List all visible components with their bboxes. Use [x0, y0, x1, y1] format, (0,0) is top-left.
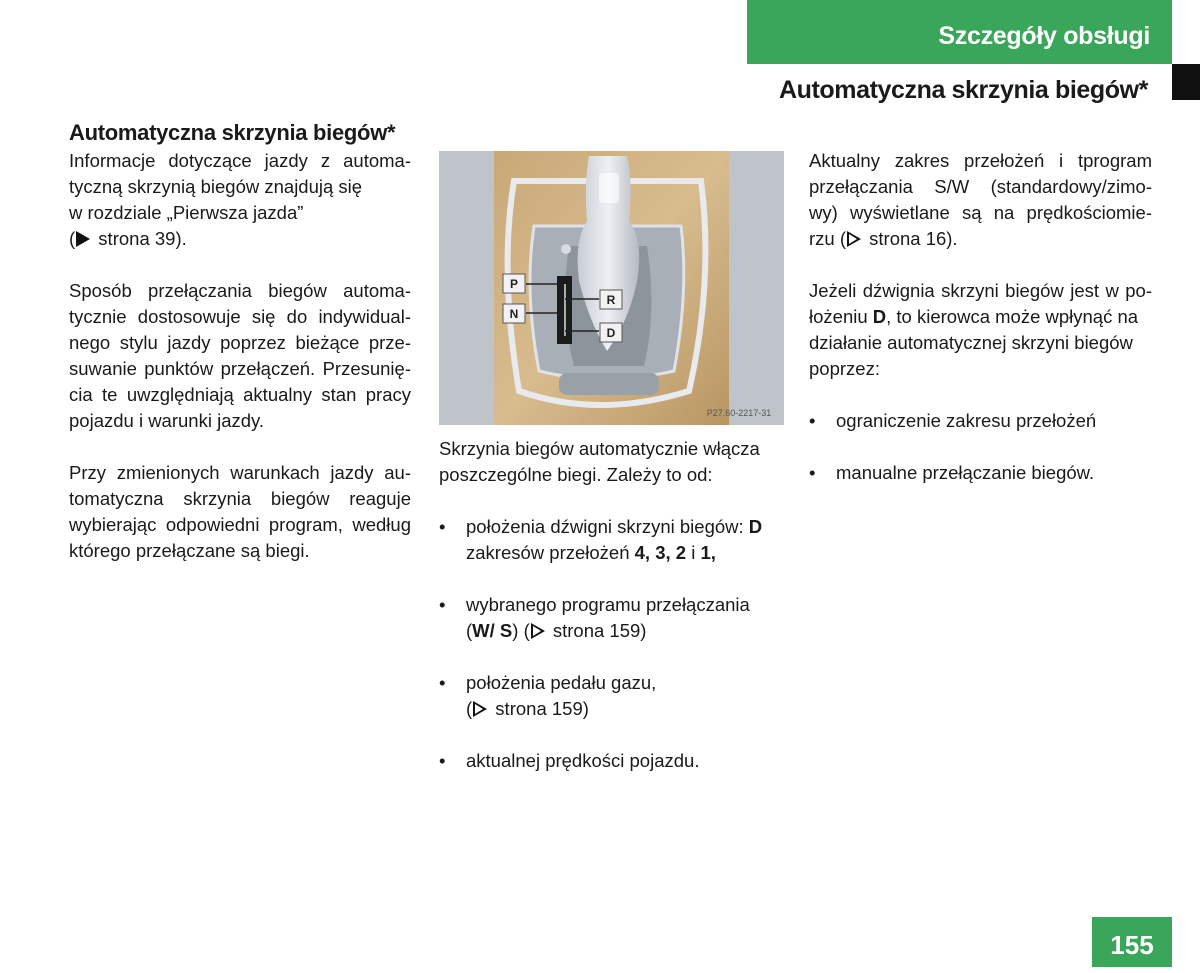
factor-list — [439, 514, 784, 774]
console-side-right — [729, 151, 784, 425]
text-line: wybranego programu przełączania — [466, 594, 750, 615]
column-middle — [439, 436, 784, 800]
bullet-icon: • — [439, 672, 446, 693]
text-line: Skrzynia biegów automatycznie włącza — [439, 438, 760, 459]
reference-text: strona 159) — [490, 698, 589, 719]
paren: ( — [466, 698, 473, 719]
reference-text: strona 16). — [864, 228, 958, 249]
console-side-left — [439, 151, 494, 425]
text-line: Sposób przełączania biegów automa- — [69, 280, 411, 301]
paren: ( — [69, 228, 76, 249]
gear-label-n: N — [509, 307, 519, 321]
reference-arrow-icon — [76, 231, 90, 247]
bullet-icon: • — [439, 516, 446, 537]
text-line: nego stylu jazdy poprzez bieżące prze- — [69, 332, 411, 353]
list-item — [439, 748, 784, 774]
text-line: ograniczenie zakresu przełożeń — [836, 410, 1097, 431]
control-buttons — [559, 373, 659, 395]
gear-selector-photo — [439, 151, 784, 425]
text: , — [710, 542, 716, 563]
text-line: Informacje dotyczące jazdy z automa- — [69, 150, 411, 171]
list-item — [809, 460, 1152, 486]
text-line: wy) wyświetlane są na prędkościomie- — [809, 202, 1152, 223]
reference-text: strona 159) — [547, 620, 647, 641]
page-reference[interactable] — [69, 226, 411, 252]
list-item — [439, 592, 784, 644]
chapter-title: Szczegóły obsługi — [938, 22, 1150, 50]
section-title: Automatyczna skrzynia biegów* — [778, 76, 1148, 104]
text-line — [809, 304, 1152, 330]
reference-arrow-icon — [531, 623, 545, 639]
thumb-index-marker — [1172, 64, 1200, 100]
column-right — [809, 148, 1152, 512]
chapter-tab — [747, 0, 1172, 64]
text-line: tycznie dostosowuje się do indywidual- — [69, 306, 411, 327]
page-reference[interactable] — [466, 618, 784, 644]
bold-text: 1 — [700, 542, 711, 563]
bullet-icon: • — [439, 750, 446, 771]
text: rzu ( — [809, 228, 846, 249]
page-reference[interactable] — [809, 226, 1152, 252]
reference-arrow-icon — [473, 701, 487, 717]
text: , to kierowca może wpłynąć na — [886, 306, 1139, 327]
bold-text: D — [748, 516, 763, 537]
page-reference[interactable] — [466, 696, 784, 722]
text-line: wybierając odpowiedni program, według — [69, 514, 411, 535]
list-item — [439, 670, 784, 722]
text-line: działanie automatycznej skrzyni biegów — [809, 332, 1133, 353]
text-line: Przy zmienionych warunkach jazdy au- — [69, 462, 411, 483]
paragraph-conditions — [69, 460, 411, 564]
bullet-icon: • — [809, 462, 816, 483]
text: i — [686, 542, 701, 563]
reference-arrow-icon — [847, 231, 861, 247]
paragraph-display — [809, 148, 1152, 252]
list-item — [439, 514, 784, 566]
text: położenia dźwigni skrzyni biegów: — [466, 516, 749, 537]
text-line: tyczną skrzynią biegów znajdują się — [69, 176, 363, 197]
bold-text: W/ S — [472, 620, 513, 641]
column-left: Automatyczna skrzynia biegów* Informacje dotyczące jazdy z automa- tyczną skrzynią biegów znajdują się w rozdziale „Pierwsza jazda” ( strona 39). Sposób przełączania biegów automa- tycznie dostosowuje się do indywidual- nego stylu jazdy poprzez bieżące prze- suwanie punktów przełączeń. Przesunię- cia te uwzględniają aktualny stan pracy pojazdu i warunki jazdy. Przy zmienionych warunkach jazdy au- tomatyczna skrzynia biegów reaguje wybierając odpowiedni program, według którego przełączane są biegi. — [69, 148, 411, 590]
influence-list — [809, 408, 1152, 486]
bullet-icon: • — [809, 410, 816, 431]
paragraph-intro — [439, 436, 784, 488]
text-line: poszczególne biegi. Zależy to od: — [439, 464, 713, 485]
bullet-icon: • — [439, 594, 446, 615]
text-line: Jeżeli dźwignia skrzyni biegów jest w po- — [809, 280, 1152, 301]
text-line: którego przełączane są biegi. — [69, 540, 310, 561]
paren: ) ( — [512, 620, 530, 641]
bold-text: D — [872, 306, 887, 327]
text-line: pojazdu i warunki jazdy. — [69, 410, 265, 431]
list-item — [809, 408, 1152, 434]
gear-label-r: R — [606, 293, 616, 307]
text-line: aktualnej prędkości pojazdu. — [466, 750, 700, 771]
paragraph-driver-influence — [809, 278, 1152, 382]
bold-text: 4, 3, 2 — [634, 542, 687, 563]
paragraph-shifting — [69, 278, 411, 434]
text-line: manualne przełączanie biegów. — [836, 462, 1095, 483]
text-line: w rozdziale „Pierwsza jazda” — [69, 202, 304, 223]
reference-text: strona 39). — [93, 228, 187, 249]
gear-label-p: P — [509, 277, 519, 291]
text: zakresów przełożeń — [466, 542, 635, 563]
text-line: przełączania S/W (standardowy/zimo- — [809, 176, 1152, 197]
text-line: suwanie punktów przełączeń. Przesunię- — [69, 358, 411, 379]
gear-label-d: D — [606, 326, 616, 340]
figure-code: P27.60-2217-31 — [706, 408, 772, 418]
text-line: położenia pedału gazu, — [466, 672, 657, 693]
paren: ( — [466, 620, 473, 641]
text-line: Aktualny zakres przełożeń i tprogram — [809, 150, 1152, 171]
text-line: tomatyczna skrzynia biegów reaguje — [69, 488, 411, 509]
page-number: 155 — [1092, 917, 1172, 967]
text-line: cia te uwzględniają aktualny stan pracy — [69, 384, 411, 405]
paragraph-info — [69, 148, 411, 252]
text-line: poprzez: — [809, 358, 880, 379]
text: łożeniu — [809, 306, 873, 327]
